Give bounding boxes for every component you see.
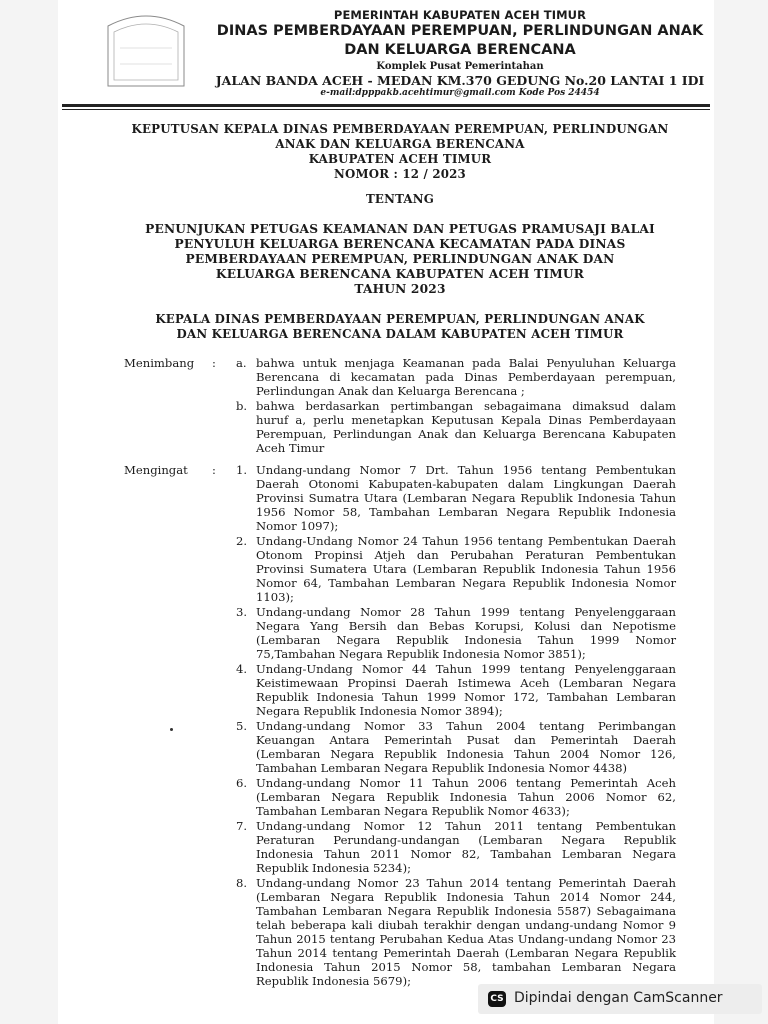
list-item bbox=[236, 463, 676, 533]
item-marker: 3. bbox=[236, 605, 248, 619]
camscanner-watermark bbox=[478, 984, 762, 1014]
camscanner-icon: CS bbox=[488, 991, 506, 1007]
item-marker: 2. bbox=[236, 534, 248, 548]
subject-line4: KELUARGA BERENCANA KABUPATEN ACEH TIMUR bbox=[215, 267, 585, 281]
office-address: JALAN BANDA ACEH - MEDAN KM.370 GEDUNG No.20 LANTAI 1 IDI bbox=[215, 73, 705, 88]
item-marker: 5. bbox=[236, 719, 248, 733]
letterhead-divider-thin bbox=[62, 109, 710, 110]
item-text: bahwa berdasarkan pertimbangan sebagaimana dimaksud dalam huruf a, perlu menetapkan Keputusan Kepala Dinas Pemberdayaan Perempuan, Perlindungan Anak dan Keluarga Berencana Kabupaten Aceh Timur bbox=[256, 399, 676, 455]
item-marker: 7. bbox=[236, 819, 248, 833]
list-item bbox=[236, 356, 676, 398]
agency-name-line1: DINAS PEMBERDAYAAN PEREMPUAN, PERLINDUNGAN ANAK bbox=[216, 23, 704, 39]
subject-line5: TAHUN 2023 bbox=[354, 282, 446, 296]
item-marker: b. bbox=[236, 399, 248, 413]
subject-line2: PENYULUH KELUARGA BERENCANA KECAMATAN PADA DINAS bbox=[174, 237, 626, 251]
list-item bbox=[236, 876, 676, 988]
decree-title-line3: KABUPATEN ACEH TIMUR bbox=[308, 152, 492, 166]
official-line2: DAN KELUARGA BERENCANA DALAM KABUPATEN ACEH TIMUR bbox=[176, 327, 624, 341]
decree-number: NOMOR : 12 / 2023 bbox=[334, 167, 466, 181]
menimbang-colon: : bbox=[212, 356, 216, 370]
camscanner-text: Dipindai dengan CamScanner bbox=[514, 990, 723, 1006]
decree-title-line2: ANAK DAN KELUARGA BERENCANA bbox=[275, 137, 525, 151]
regency-crest-logo bbox=[100, 8, 192, 96]
decree-heading bbox=[100, 122, 700, 182]
decree-title-line1: KEPUTUSAN KEPALA DINAS PEMBERDAYAAN PEREMPUAN, PERLINDUNGAN bbox=[131, 122, 669, 136]
tentang-heading: TENTANG bbox=[365, 192, 435, 206]
decree-subject bbox=[100, 222, 700, 297]
office-contact: e-mail:dpppakb.acehtimur@gmail.com Kode Pos 24454 bbox=[320, 88, 600, 98]
item-marker: a. bbox=[236, 356, 247, 370]
list-item bbox=[236, 819, 676, 875]
issuing-official bbox=[100, 312, 700, 342]
item-text: Undang-undang Nomor 33 Tahun 2004 tentang Perimbangan Keuangan Antara Pemerintah Pusat dan Pemerintah Daerah (Lembaran Negara Republik Indonesia Tahun 2004 Nomor 126, Tambahan Lembaran Negara Republik Indonesia Nomor 4438) bbox=[256, 719, 676, 775]
office-complex: Komplek Pusat Pemerintahan bbox=[376, 61, 544, 72]
letterhead bbox=[200, 6, 720, 98]
item-text: Undang-Undang Nomor 44 Tahun 1999 tentang Penyelenggaraan Keistimewaan Propinsi Daerah Istimewa Aceh (Lembaran Negara Republik Indonesia Tahun 1999 Nomor 172, Tambahan Lembaran Negara Republik Indonesia Nomor 3894); bbox=[256, 662, 676, 718]
list-item bbox=[236, 719, 676, 775]
item-text: Undang-undang Nomor 28 Tahun 1999 tentang Penyelenggaraan Negara Yang Bersih dan Bebas Korupsi, Kolusi dan Nepotisme (Lembaran Negara Republik Indonesia Tahun 1999 Nomor 75,Tambahan Negara Republik Indonesia Nomor 3851); bbox=[256, 605, 676, 661]
list-item bbox=[236, 399, 676, 455]
government-name: PEMERINTAH KABUPATEN ACEH TIMUR bbox=[333, 8, 587, 22]
item-marker: 4. bbox=[236, 662, 248, 676]
item-text: Undang-undang Nomor 11 Tahun 2006 tentang Pemerintah Aceh (Lembaran Negara Republik Indonesia Tahun 2006 Nomor 62, Tambahan Lembaran Negara Republik Nomor 4633); bbox=[256, 776, 676, 818]
menimbang-list bbox=[236, 356, 676, 456]
menimbang-label: Menimbang bbox=[124, 356, 195, 370]
item-marker: 1. bbox=[236, 463, 248, 477]
item-text: Undang-undang Nomor 23 Tahun 2014 tentang Pemerintah Daerah (Lembaran Negara Republik Indonesia Tahun 2014 Nomor 244, Tambahan Lembaran Negara Republik Indonesia 5587) Sebagaimana telah beberapa kali diubah terakhir dengan undang-undang Nomor 9 Tahun 2015 tentang Perubahan Kedua Atas Undang-undang Nomor 23 Tahun 2014 tentang Pemerintah Daerah (Lembaran Negara Republik Indonesia Tahun 2015 Nomor 58, tambahan Lembaran Negara Republik Indonesia 5679); bbox=[256, 876, 676, 988]
item-marker: 6. bbox=[236, 776, 248, 790]
item-text: Undang-undang Nomor 7 Drt. Tahun 1956 tentang Pembentukan Daerah Otonomi Kabupaten-kabupaten dalam Lingkungan Daerah Provinsi Sumatra Utara (Lembaran Negara Republik Indonesia Tahun 1956 Nomor 58, Tambahan Lembaran Negara Republik Indonesia Nomor 1097); bbox=[256, 463, 676, 533]
mengingat-colon: : bbox=[212, 463, 216, 477]
subject-line1: PENUNJUKAN PETUGAS KEAMANAN DAN PETUGAS PRAMUSAJI BALAI bbox=[145, 222, 655, 236]
item-text: Undang-undang Nomor 12 Tahun 2011 tentang Pembentukan Peraturan Perundang-undangan (Lembaran Negara Republik Indonesia Tahun 2011 Nomor 82, Tambahan Lembaran Negara Republik Indonesia 5234); bbox=[256, 819, 676, 875]
list-item bbox=[236, 776, 676, 818]
list-item bbox=[236, 662, 676, 718]
item-text: Undang-Undang Nomor 24 Tahun 1956 tentang Pembentukan Daerah Otonom Propinsi Atjeh dan Perubahan Peraturan Pembentukan Provinsi Sumatera Utara (Lembaran Republik Indonesia Tahun 1956 Nomor 64, Tambahan Lembaran Negara Republik Indonesia Nomor 1103); bbox=[256, 534, 676, 604]
official-line1: KEPALA DINAS PEMBERDAYAAN PEREMPUAN, PERLINDUNGAN ANAK bbox=[155, 312, 645, 326]
list-item bbox=[236, 534, 676, 604]
mengingat-label: Mengingat bbox=[124, 463, 188, 477]
item-marker: 8. bbox=[236, 876, 248, 890]
item-text: bahwa untuk menjaga Keamanan pada Balai Penyuluhan Keluarga Berencana di kecamatan pada Dinas Pemberdayaan perempuan, Perlindungan Anak dan Keluarga Berencana ; bbox=[256, 356, 676, 398]
scan-speck bbox=[170, 728, 173, 731]
letterhead-divider-thick bbox=[62, 104, 710, 107]
list-item bbox=[236, 605, 676, 661]
subject-line3: PEMBERDAYAAN PEREMPUAN, PERLINDUNGAN ANAK DAN bbox=[185, 252, 615, 266]
agency-name-line2: DAN KELUARGA BERENCANA bbox=[344, 42, 576, 58]
mengingat-list bbox=[236, 463, 676, 989]
